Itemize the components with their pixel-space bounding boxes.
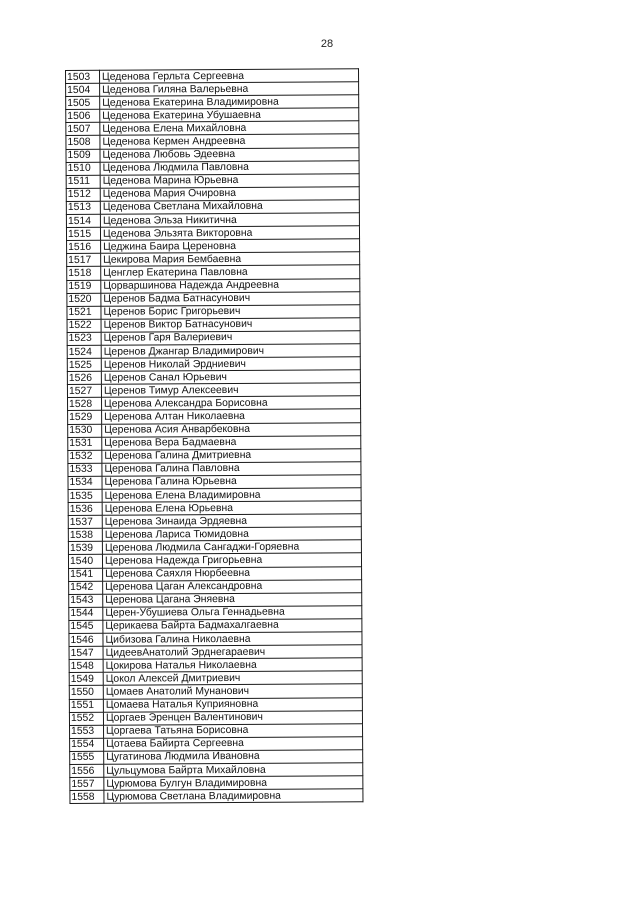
full-name-cell: Церенова Елена Владимировна (102, 488, 361, 503)
row-number-cell: 1529 (68, 411, 102, 424)
row-number-cell: 1504 (66, 83, 100, 96)
row-number-cell: 1524 (67, 345, 101, 358)
row-number-cell: 1521 (67, 306, 101, 319)
row-number-cell: 1533 (68, 463, 102, 476)
row-number-cell: 1531 (68, 437, 102, 450)
row-number-cell: 1541 (69, 568, 103, 581)
row-number-cell: 1512 (66, 188, 100, 201)
full-name-cell: Церенова Александра Борисовна (102, 396, 361, 411)
page-number: 28 (320, 38, 334, 50)
row-number-cell: 1545 (69, 620, 103, 633)
row-number-cell: 1538 (68, 529, 102, 542)
full-name-cell: Церен-Убушиева Ольга Геннадьевна (103, 606, 362, 621)
full-name-cell: Церенова Галина Юрьевна (102, 475, 361, 490)
row-number-cell: 1549 (69, 673, 103, 686)
full-name-cell: Цеденова Кермен Андреевна (100, 134, 359, 149)
row-number-cell: 1547 (69, 646, 103, 659)
full-name-cell: Цурюмова Булгун Владимировна (104, 776, 363, 791)
row-number-cell: 1514 (66, 214, 100, 227)
table-body (66, 69, 363, 804)
full-name-cell: Церенова Зинаида Эрдяевна (102, 514, 361, 529)
full-name-cell: Цеденова Гиляна Валерьевна (100, 82, 359, 97)
row-number-cell: 1522 (67, 319, 101, 332)
full-name-cell: Цибизова Галина Николаевна (103, 632, 362, 647)
full-name-cell: Цеденова Елена Михайловна (100, 121, 359, 136)
row-number-cell: 1552 (69, 712, 103, 725)
full-name-cell: Церикаева Байрта Бадмахалгаевна (103, 619, 362, 634)
row-number-cell: 1525 (67, 358, 101, 371)
full-name-cell: ЦидеевАнатолий Эрднегараевич (103, 645, 362, 660)
row-number-cell: 1508 (66, 136, 100, 149)
row-number-cell: 1554 (70, 738, 104, 751)
full-name-cell: Цугатинова Людмила Ивановна (104, 750, 363, 765)
full-name-cell: Цокирова Наталья Николаевна (103, 658, 362, 673)
row-number-cell: 1553 (70, 725, 104, 738)
full-name-cell: Церенов Джангар Владимирович (101, 344, 360, 359)
row-number-cell: 1536 (68, 502, 102, 515)
full-name-cell: Церенова Цагана Эняевна (103, 592, 362, 607)
row-number-cell: 1506 (66, 110, 100, 123)
full-name-cell: Цурюмова Светлана Владимировна (104, 789, 363, 804)
full-name-cell: Цомаев Анатолий Мунанович (103, 684, 362, 699)
row-number-cell: 1515 (66, 227, 100, 240)
row-number-cell: 1542 (69, 581, 103, 594)
row-number-cell: 1510 (66, 162, 100, 175)
row-number-cell: 1537 (68, 515, 102, 528)
full-name-cell: Церенова Галина Павловна (102, 462, 361, 477)
row-number-cell: 1532 (68, 450, 102, 463)
row-number-cell: 1535 (68, 489, 102, 502)
row-number-cell: 1544 (69, 607, 103, 620)
row-number-cell: 1507 (66, 123, 100, 136)
row-number-cell: 1517 (67, 254, 101, 267)
full-name-cell: Цеденова Эльза Никитична (100, 213, 359, 228)
full-name-cell: Церенова Асия Анварбековна (102, 422, 361, 437)
full-name-cell: Церенова Лариса Тюмидовна (102, 527, 361, 542)
row-number-cell: 1530 (68, 424, 102, 437)
row-number-cell: 1526 (67, 371, 101, 384)
row-number-cell: 1534 (68, 476, 102, 489)
row-number-cell: 1503 (66, 70, 100, 83)
row-number-cell: 1558 (70, 790, 104, 803)
row-number-cell: 1543 (69, 594, 103, 607)
full-name-cell: Цеденова Марина Юрьевна (100, 173, 359, 188)
full-name-cell: Церенов Санал Юрьевич (101, 370, 360, 385)
row-number-cell: 1527 (67, 385, 101, 398)
full-name-cell: Церенов Бадма Батнасунович (101, 291, 360, 306)
full-name-cell: Цеденова Эльзята Викторовна (100, 226, 359, 241)
full-name-cell: Церенов Виктор Батнасунович (101, 317, 360, 332)
full-name-cell: Цеденова Людмила Павловна (100, 160, 359, 175)
row-number-cell: 1509 (66, 149, 100, 162)
full-name-cell: Церенова Саяхля Нюрбеевна (103, 566, 362, 581)
full-name-cell: Церенов Тимур Алексеевич (101, 383, 360, 398)
full-name-cell: Цеджина Баира Цереновна (101, 239, 360, 254)
full-name-cell: Церенова Алтан Николаевна (102, 409, 361, 424)
row-number-cell: 1516 (67, 241, 101, 254)
row-number-cell: 1550 (69, 686, 103, 699)
full-name-cell: Цокол Алексей Дмитриевич (103, 671, 362, 686)
full-name-cell: Церенова Людмила Сангаджи-Горяевна (102, 540, 361, 555)
full-name-cell: Цульцумова Байрта Михайловна (104, 763, 363, 778)
full-name-cell: Церенова Вера Бадмаевна (102, 435, 361, 450)
full-name-cell: Цорваршинова Надежда Андреевна (101, 278, 360, 293)
row-number-cell: 1555 (70, 751, 104, 764)
full-name-cell: Церенов Николай Эрдниевич (101, 357, 360, 372)
full-name-cell: Цотаева Байирта Сергеевна (104, 736, 363, 751)
full-name-cell: Цекирова Мария Бембаевна (101, 252, 360, 267)
full-name-cell: Церенова Галина Дмитриевна (102, 448, 361, 463)
full-name-cell: Цоргаев Эренцен Валентинович (103, 710, 362, 725)
name-list-table (65, 68, 363, 804)
register-table (65, 68, 363, 804)
full-name-cell: Цеденова Екатерина Убушаевна (100, 108, 359, 123)
row-number-cell: 1557 (70, 777, 104, 790)
row-number-cell: 1528 (68, 398, 102, 411)
row-number-cell: 1551 (69, 699, 103, 712)
full-name-cell: Цеденова Любовь Эдеевна (100, 147, 359, 162)
row-number-cell: 1518 (67, 267, 101, 280)
row-number-cell: 1548 (69, 659, 103, 672)
full-name-cell: Цеденова Мария Очировна (100, 187, 359, 202)
full-name-cell: Церенов Гаря Валериевич (101, 331, 360, 346)
full-name-cell: Цеденова Светлана Михайловна (100, 200, 359, 215)
full-name-cell: Цеденова Герльта Сергеевна (100, 69, 359, 84)
full-name-cell: Церенова Надежда Григорьевна (102, 553, 361, 568)
full-name-cell: Церенова Цаган Александровна (103, 579, 362, 594)
table-row (70, 789, 363, 804)
full-name-cell: Ценглер Екатерина Павловна (101, 265, 360, 280)
row-number-cell: 1505 (66, 96, 100, 109)
full-name-cell: Цоргаева Татьяна Борисовна (104, 723, 363, 738)
row-number-cell: 1546 (69, 633, 103, 646)
row-number-cell: 1540 (68, 555, 102, 568)
row-number-cell: 1520 (67, 293, 101, 306)
row-number-cell: 1556 (70, 764, 104, 777)
row-number-cell: 1513 (66, 201, 100, 214)
row-number-cell: 1539 (68, 542, 102, 555)
row-number-cell: 1519 (67, 280, 101, 293)
full-name-cell: Церенова Елена Юрьевна (102, 501, 361, 516)
row-number-cell: 1523 (67, 332, 101, 345)
full-name-cell: Цеденова Екатерина Владимировна (100, 95, 359, 110)
full-name-cell: Церенов Борис Григорьевич (101, 304, 360, 319)
row-number-cell: 1511 (66, 175, 100, 188)
full-name-cell: Цомаева Наталья Куприяновна (103, 697, 362, 712)
